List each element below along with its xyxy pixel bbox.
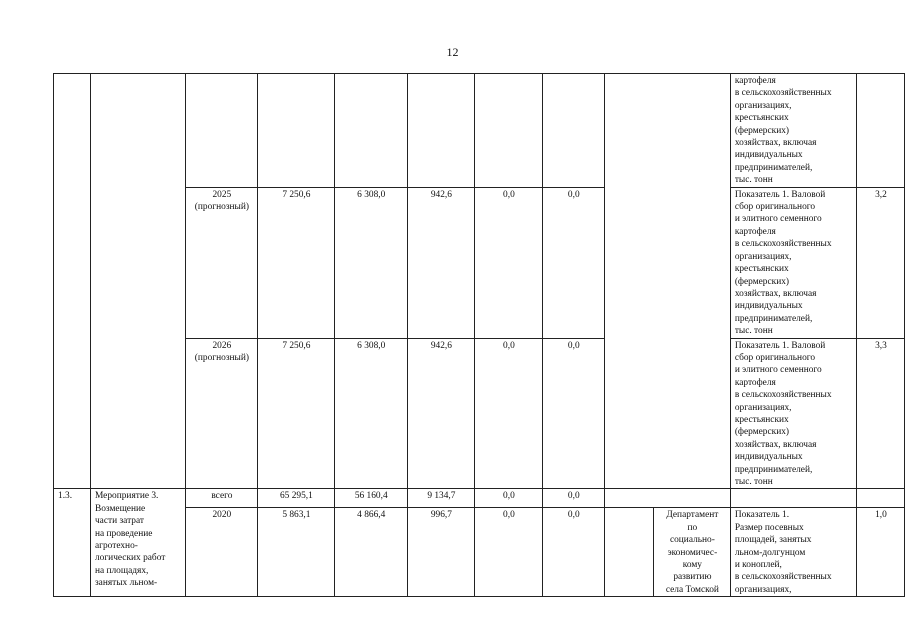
other-cell: 0,0	[542, 508, 604, 597]
other-cell: 0,0	[542, 187, 604, 338]
measure-name-cell: Мероприятие 3. Возмещение части затрат на проведение агротехно- логических работ на площадях, занятых льном-	[90, 489, 185, 597]
value-cell	[856, 74, 904, 188]
federal-cell: 942,6	[407, 187, 474, 338]
federal-cell: 996,7	[407, 508, 474, 597]
executor-cell	[604, 489, 730, 508]
indicator-cell	[730, 489, 856, 508]
regional-cell	[334, 74, 407, 188]
federal-cell: 942,6	[407, 338, 474, 489]
total-cell: 65 295,1	[258, 489, 335, 508]
total-cell: 7 250,6	[258, 187, 335, 338]
num-cell: 1.3.	[54, 489, 91, 597]
local-cell: 0,0	[475, 489, 543, 508]
value-cell	[856, 489, 904, 508]
regional-cell: 56 160,4	[334, 489, 407, 508]
indicator-cell: Показатель 1. Валовой сбор оригинального и элитного семенного картофеля в сельскохозяйственных организациях, крестьянских (фермерских) хозяйствах, включая индивидуальных предпринимателей, тыс. тонн	[730, 338, 856, 489]
value-cell: 1,0	[856, 508, 904, 597]
total-cell: 7 250,6	[258, 338, 335, 489]
year-cell: 2020	[185, 508, 257, 597]
page-number: 12	[446, 45, 459, 59]
indicator-cell: Показатель 1. Размер посевных площадей, занятых льном-долгунцом и коноплей, в сельскохозяйственных организациях,	[730, 508, 856, 597]
local-cell: 0,0	[475, 508, 543, 597]
local-cell: 0,0	[475, 338, 543, 489]
local-cell	[475, 74, 543, 188]
indicator-cell: Показатель 1. Валовой сбор оригинального и элитного семенного картофеля в сельскохозяйственных организациях, крестьянских (фермерских) хозяйствах, включая индивидуальных предпринимателей, тыс. тонн	[730, 187, 856, 338]
other-cell: 0,0	[542, 489, 604, 508]
executor-cell: Департамент по социально- экономичес- кому развитию села Томской	[653, 508, 730, 597]
year-cell: 2026 (прогнозный)	[185, 338, 257, 489]
table-row-continuation	[54, 74, 905, 188]
name-cell	[90, 74, 185, 489]
executor-cell	[604, 74, 730, 489]
federal-cell: 9 134,7	[407, 489, 474, 508]
value-cell: 3,2	[856, 187, 904, 338]
value-cell: 3,3	[856, 338, 904, 489]
total-cell	[258, 74, 335, 188]
regional-cell: 4 866,4	[334, 508, 407, 597]
indicator-cell: картофеля в сельскохозяйственных организациях, крестьянских (фермерских) хозяйствах, включая индивидуальных предпринимателей, тыс. тонн	[730, 74, 856, 188]
num-cell	[54, 74, 91, 489]
total-cell: 5 863,1	[258, 508, 335, 597]
spacer-cell	[604, 508, 653, 597]
other-cell	[542, 74, 604, 188]
year-cell: 2025 (прогнозный)	[185, 187, 257, 338]
program-table	[53, 73, 905, 597]
year-cell	[185, 74, 257, 188]
year-cell: всего	[185, 489, 257, 508]
regional-cell: 6 308,0	[334, 187, 407, 338]
regional-cell: 6 308,0	[334, 338, 407, 489]
table-row-measure-total	[54, 489, 905, 508]
other-cell: 0,0	[542, 338, 604, 489]
local-cell: 0,0	[475, 187, 543, 338]
federal-cell	[407, 74, 474, 188]
